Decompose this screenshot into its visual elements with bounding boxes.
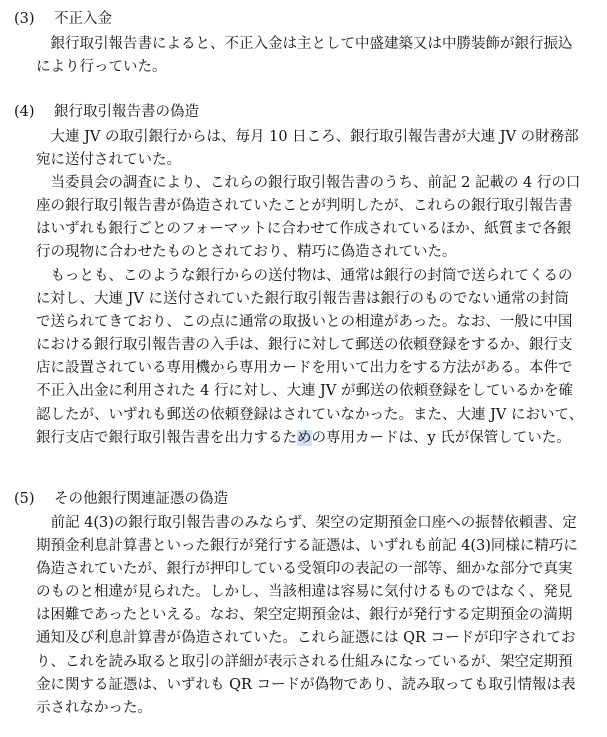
section-title: その他銀行関連証憑の偽造 bbox=[54, 491, 228, 507]
text-line: 銀行取引報告書によると、不正入金は主として中盛建築又は中勝装飾が銀行振込 bbox=[36, 36, 573, 52]
text-line: 金に関する証憑は、いずれも QR コードが偽物であり、読み取っても取引情報は表 bbox=[36, 676, 576, 693]
text-line: 店に設置されている専用機から専用カードを用いて出力をする方法がある。本件で bbox=[36, 360, 573, 377]
text-line: はいずれも銀行ごとのフォーマットに合わせて作成されているほか、紙質まで各銀 bbox=[36, 221, 572, 238]
section-3-paragraph-1 bbox=[36, 33, 594, 79]
section-number: (5) bbox=[14, 491, 35, 507]
selected-text: め bbox=[297, 429, 312, 446]
text-line: 座の銀行取引報告書が偽造されていたことが判明したが、これらの銀行取引報告書 bbox=[36, 198, 573, 215]
text-line: 通知及び利息計算書が偽造されていた。これら証憑には QR コードが印字されてお bbox=[36, 630, 576, 647]
text-line: のものと相違が見られた。しかし、当該相違は容易に気付けるものではなく、発見 bbox=[36, 584, 573, 601]
text-line: で送られてきており、この点に通常の取扱いとの相違があった。なお、一般に中国 bbox=[36, 314, 573, 331]
text-line: 行の現物に合わせたものとされており、精巧に偽造されていた。 bbox=[36, 244, 457, 261]
text-line: は困難であったといえる。なお、架空定期預金は、銀行が発行する定期預金の満期 bbox=[36, 607, 573, 624]
text-line: 認したが、いずれも郵送の依頼登録はされていなかった。また、大連 JV において、 bbox=[36, 406, 584, 423]
text-line: 前記 4(3)の銀行取引報告書のみならず、架空の定期預金口座への振替依頼書、定 bbox=[36, 515, 577, 531]
section-4-paragraph-3 bbox=[36, 265, 594, 450]
text-line: 期預金利息計算書といった銀行が発行する証憑は、いずれも前記 4(3)同様に精巧に bbox=[36, 538, 578, 555]
section-title: 不正入金 bbox=[54, 11, 112, 27]
text-line: 偽造されていたが、銀行が押印している受領印の表記の一部等、細かな部分で真実 bbox=[36, 561, 573, 578]
section-3-heading bbox=[14, 8, 112, 30]
text-segment: の専用カードは、y 氏が保管していた。 bbox=[311, 429, 571, 446]
section-5-heading bbox=[14, 488, 228, 510]
section-number: (3) bbox=[14, 11, 35, 27]
section-5-paragraph-1 bbox=[36, 512, 594, 720]
text-line: に対し、大連 JV に送付されていた銀行取引報告書は銀行のものでない通常の封筒 bbox=[36, 291, 569, 308]
text-segment: 銀行支店で銀行取引報告書を出力するた bbox=[36, 429, 297, 446]
text-line: により行っていた。 bbox=[36, 59, 167, 76]
text-line: における銀行取引報告書の入手は、銀行に対して郵送の依頼登録をするか、銀行支 bbox=[36, 337, 573, 354]
text-line: もっとも、このような銀行からの送付物は、通常は銀行の封筒で送られてくるの bbox=[36, 268, 573, 284]
text-line: 示されなかった。 bbox=[36, 699, 152, 716]
section-number: (4) bbox=[14, 104, 35, 120]
text-line: 不正入出金に利用された 4 行に対し、大連 JV が郵送の依頼登録をしているかを確 bbox=[36, 383, 573, 400]
text-line: 当委員会の調査により、これらの銀行取引報告書のうち、前記 2 記載の 4 行の口 bbox=[36, 175, 581, 191]
text-line: 大連 JV の取引銀行からは、毎月 10 日ころ、銀行取引報告書が大連 JV の財務部 bbox=[36, 129, 579, 145]
text-line-with-selection bbox=[36, 427, 594, 450]
text-line: 宛に送付されていた。 bbox=[36, 152, 181, 169]
section-4-heading bbox=[14, 101, 199, 123]
text-line: り、これを読み取ると取引の詳細が表示される仕組みになっているが、架空定期預 bbox=[36, 653, 573, 670]
section-title: 銀行取引報告書の偽造 bbox=[54, 104, 199, 120]
section-4-paragraph-1 bbox=[36, 126, 594, 172]
section-4-paragraph-2 bbox=[36, 172, 594, 264]
